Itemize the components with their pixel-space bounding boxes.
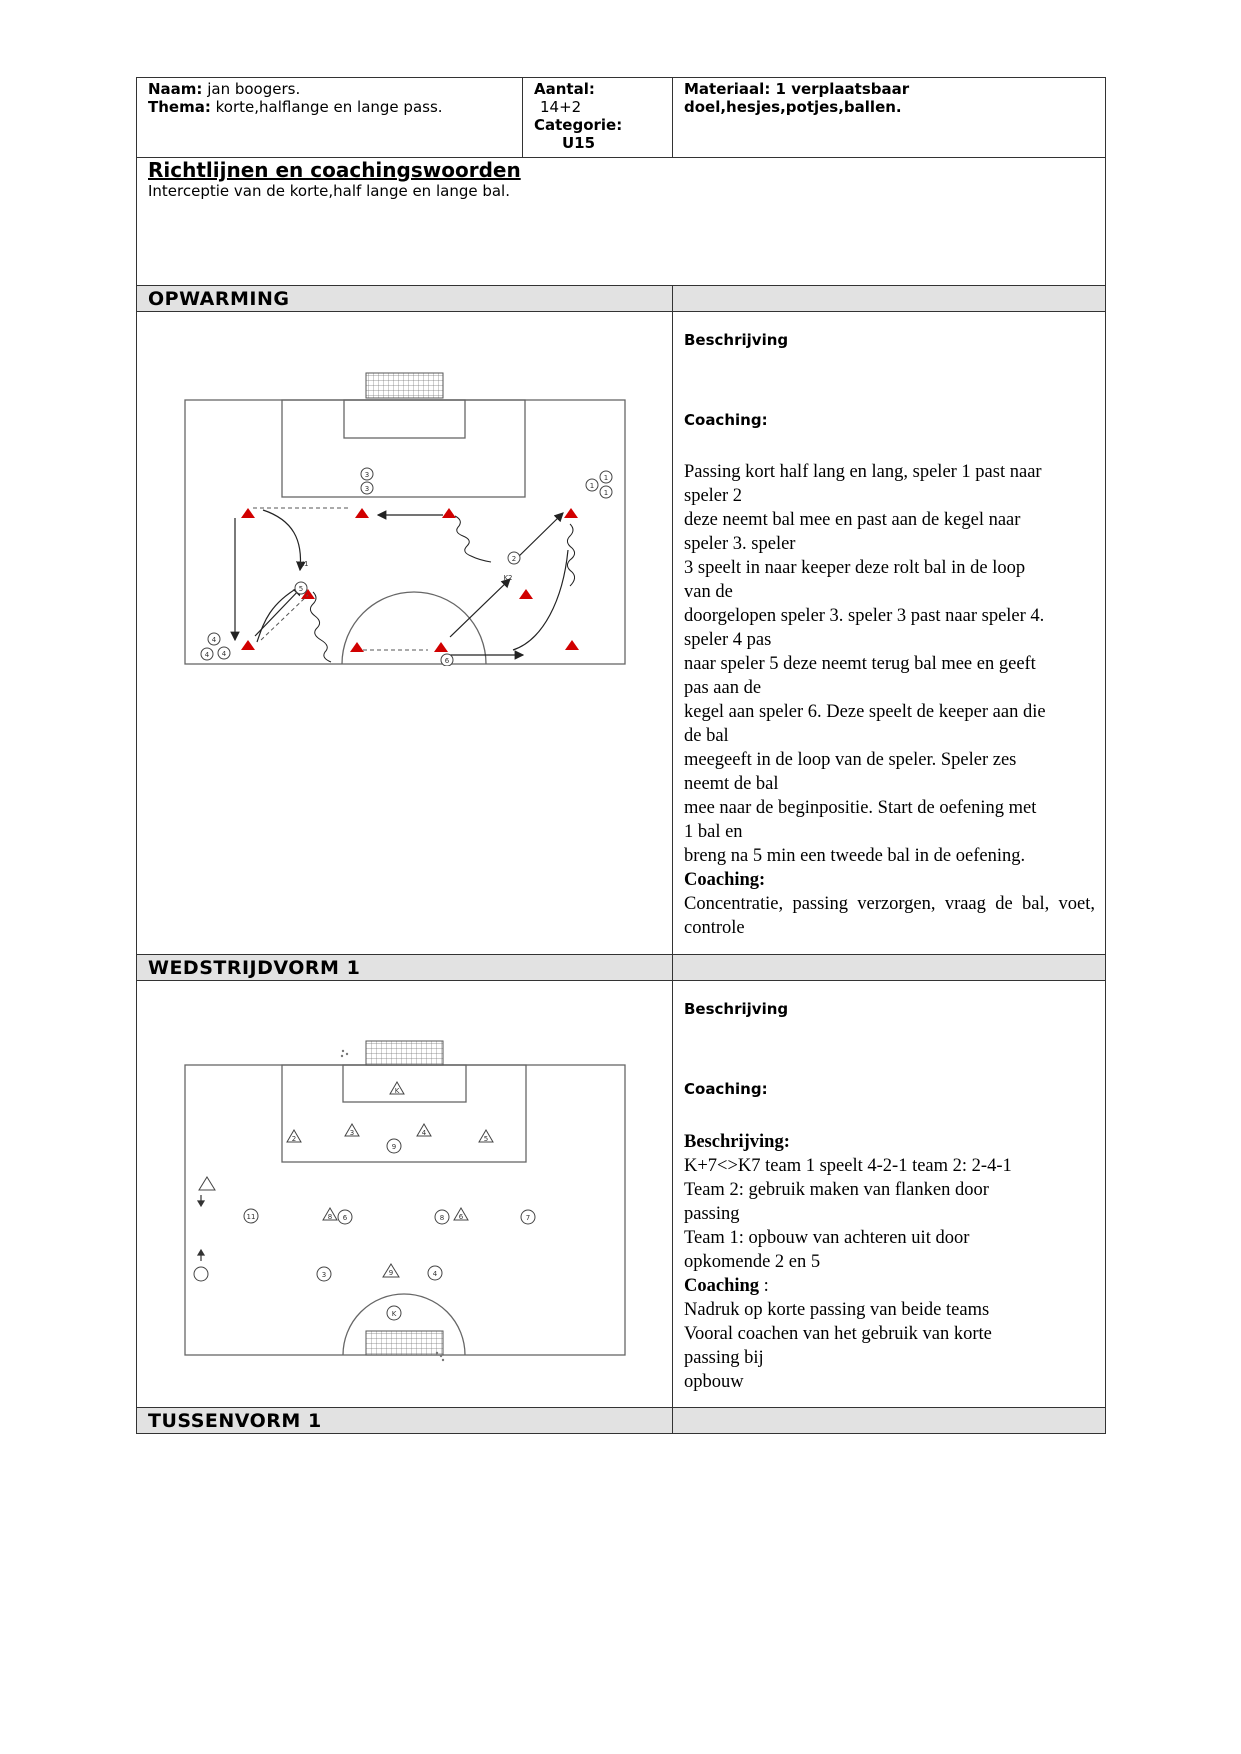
wedstrijdvorm-beschrijving-label: Beschrijving bbox=[684, 1000, 789, 1018]
session-form bbox=[136, 77, 1105, 1434]
opwarming-line: pas aan de bbox=[684, 678, 762, 698]
opwarming-diagram bbox=[183, 340, 631, 666]
player-label: 5 bbox=[298, 585, 304, 593]
player-label: 6 bbox=[444, 657, 450, 665]
wedstrijdvorm-line: opbouw bbox=[684, 1372, 744, 1392]
wedstrijdvorm-title: WEDSTRIJDVORM 1 bbox=[148, 957, 361, 979]
opwarming-coaching2-text: Concentratie, passing verzorgen, vraag de bal, voet, controle bbox=[684, 894, 1095, 938]
categorie-label: Categorie: bbox=[534, 116, 623, 134]
opwarming-line: Passing kort half lang en lang, speler 1 past naar bbox=[684, 462, 1042, 482]
materiaal-text: Materiaal: 1 verplaatsbaar doel,hesjes,potjes,ballen. bbox=[684, 80, 910, 116]
player-label: 4 bbox=[211, 636, 217, 644]
opwarming-line: speler 2 bbox=[684, 486, 743, 506]
opwarming-text-cell bbox=[673, 312, 1106, 955]
wedstrijdvorm-line: Team 1: opbouw van achteren uit door bbox=[684, 1228, 970, 1248]
team1-label: K bbox=[394, 1087, 400, 1095]
wedstrijdvorm-diagram-cell bbox=[137, 981, 673, 1408]
wedstrijdvorm-coaching2-suffix: : bbox=[759, 1276, 769, 1296]
opwarming-header bbox=[137, 286, 673, 312]
opwarming-coaching2-label: Coaching: bbox=[684, 870, 766, 890]
team1-label: 6 bbox=[458, 1213, 464, 1221]
wedstrijdvorm-diagram bbox=[171, 1023, 627, 1363]
team1-label: 8 bbox=[327, 1213, 333, 1221]
opwarming-title: OPWARMING bbox=[148, 288, 290, 310]
aantal-label: Aantal: bbox=[534, 80, 595, 98]
opwarming-line: van de bbox=[684, 582, 733, 602]
opwarming-line: de bal bbox=[684, 726, 729, 746]
richtlijnen-title: Richtlijnen en coachingswoorden bbox=[148, 158, 521, 182]
tussenvorm-title: TUSSENVORM 1 bbox=[148, 1410, 322, 1432]
player-label: 1 bbox=[603, 474, 609, 482]
richtlijnen-body: Interceptie van de korte,half lange en lange bal. bbox=[148, 182, 510, 200]
aantal-cell bbox=[523, 78, 673, 158]
team2-label: 7 bbox=[525, 1214, 531, 1222]
opwarming-line: speler 3. speler bbox=[684, 534, 796, 554]
opwarming-line: speler 4 pas bbox=[684, 630, 772, 650]
naam-thema-cell bbox=[137, 78, 523, 158]
opwarming-header-right bbox=[673, 286, 1106, 312]
player-label: 4 bbox=[221, 650, 227, 658]
wedstrijdvorm-beschrijving2-label: Beschrijving: bbox=[684, 1132, 790, 1152]
wedstrijdvorm-line: opkomende 2 en 5 bbox=[684, 1252, 821, 1272]
wedstrijdvorm-line: Vooral coachen van het gebruik van korte bbox=[684, 1324, 992, 1344]
wedstrijdvorm-line: Team 2: gebruik maken van flanken door bbox=[684, 1180, 989, 1200]
team2-label: 4 bbox=[432, 1270, 438, 1278]
wedstrijdvorm-header-right bbox=[673, 955, 1106, 981]
wedstrijdvorm-coaching2-label: Coaching bbox=[684, 1276, 760, 1296]
thema-label: Thema: bbox=[148, 98, 211, 116]
aantal-value: 14+2 bbox=[540, 98, 582, 116]
player-label: 1 bbox=[589, 482, 595, 490]
tussenvorm-header bbox=[137, 1408, 673, 1434]
materiaal-cell bbox=[673, 78, 1106, 158]
wedstrijdvorm-line: Nadruk op korte passing van beide teams bbox=[684, 1300, 990, 1320]
wedstrijdvorm-line: passing bbox=[684, 1204, 740, 1224]
team1-label: 5 bbox=[483, 1135, 489, 1143]
team1-label: 4 bbox=[421, 1129, 427, 1137]
naam-label: Naam: bbox=[148, 80, 203, 98]
opwarming-line: 3 speelt in naar keeper deze rolt bal in de loop bbox=[684, 558, 1026, 578]
opwarming-line: meegeeft in de loop van de speler. Speler zes bbox=[684, 750, 1017, 770]
opwarming-line: mee naar de beginpositie. Start de oefening met bbox=[684, 798, 1037, 818]
player-label: 2 bbox=[511, 555, 517, 563]
wedstrijdvorm-coaching-label: Coaching: bbox=[684, 1080, 768, 1098]
team2-label: 8 bbox=[439, 1214, 445, 1222]
wedstrijdvorm-text-cell bbox=[673, 981, 1106, 1408]
wedstrijdvorm-description bbox=[684, 1130, 1095, 1394]
opwarming-beschrijving-label: Beschrijving bbox=[684, 331, 789, 349]
player-label: 4 bbox=[204, 651, 210, 659]
wedstrijdvorm-line: passing bij bbox=[684, 1348, 764, 1368]
team2-label: 11 bbox=[246, 1213, 256, 1221]
opwarming-line: deze neemt bal mee en past aan de kegel naar bbox=[684, 510, 1021, 530]
opwarming-line: 1 bal en bbox=[684, 822, 743, 842]
opwarming-coaching-label: Coaching: bbox=[684, 411, 768, 429]
form-table bbox=[136, 77, 1106, 1434]
opwarming-line: neemt de bal bbox=[684, 774, 779, 794]
team1-label: 3 bbox=[349, 1129, 355, 1137]
wedstrijdvorm-header bbox=[137, 955, 673, 981]
keeper-label: K2 bbox=[503, 574, 513, 582]
player-label: 1 bbox=[603, 489, 609, 497]
naam-value: jan boogers. bbox=[207, 80, 301, 98]
richtlijnen-cell bbox=[137, 158, 1106, 286]
categorie-value: U15 bbox=[562, 134, 596, 152]
team2-label: 6 bbox=[342, 1214, 348, 1222]
player-label: 3 bbox=[364, 471, 370, 479]
team1-label: 9 bbox=[388, 1269, 394, 1277]
opwarming-line: breng na 5 min een tweede bal in de oefening. bbox=[684, 846, 1026, 866]
team2-label: 3 bbox=[321, 1271, 327, 1279]
keeper-label: K1 bbox=[299, 560, 309, 568]
team1-label: 2 bbox=[291, 1135, 297, 1143]
team2-label: 9 bbox=[391, 1143, 397, 1151]
tussenvorm-header-right bbox=[673, 1408, 1106, 1434]
player-label: 3 bbox=[364, 485, 370, 493]
opwarming-description bbox=[684, 460, 1095, 940]
opwarming-line: doorgelopen speler 3. speler 3 past naar speler 4. bbox=[684, 606, 1045, 626]
thema-value: korte,halflange en lange pass. bbox=[215, 98, 443, 116]
opwarming-diagram-cell bbox=[137, 312, 673, 955]
wedstrijdvorm-line: K+7<>K7 team 1 speelt 4-2-1 team 2: 2-4-1 bbox=[684, 1156, 1012, 1176]
opwarming-line: naar speler 5 deze neemt terug bal mee en geeft bbox=[684, 654, 1036, 674]
opwarming-line: kegel aan speler 6. Deze speelt de keeper aan die bbox=[684, 702, 1046, 722]
team2-label: K bbox=[391, 1310, 397, 1318]
